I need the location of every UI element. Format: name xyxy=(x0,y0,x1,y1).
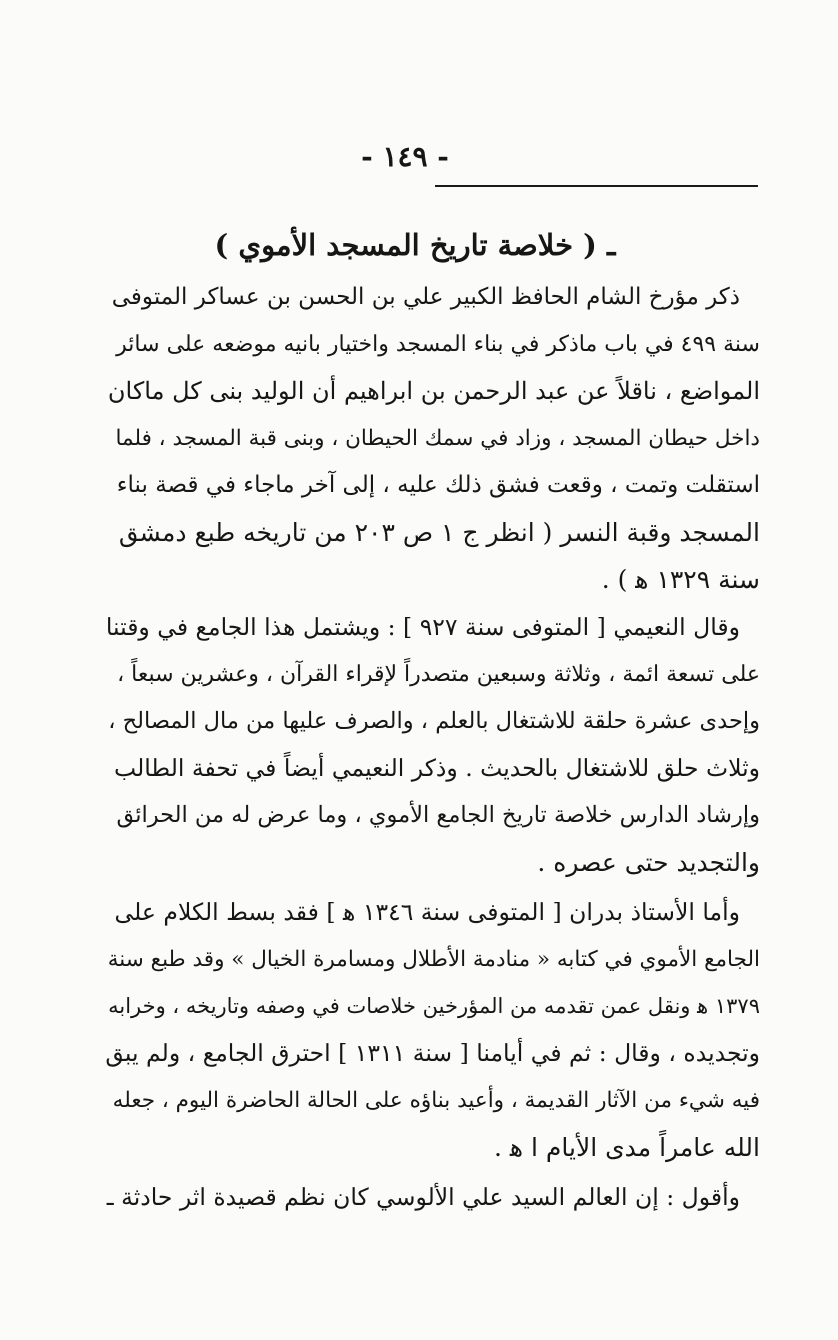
paragraph-nuaimi xyxy=(105,604,760,886)
paragraph-line: وقال النعيمي [ المتوفى سنة ٩٢٧ ] : ويشتمل هذا الجامع في وقتنا xyxy=(105,613,740,641)
paragraph-line: سنة ٤٩٩ في باب ماذكر في بناء المسجد واختيار بانيه موضعه على سائر xyxy=(116,332,760,357)
header-rule xyxy=(435,185,758,187)
page-number: - ١٤٩ - xyxy=(361,140,449,173)
paragraph-line: ذكر مؤرخ الشام الحافظ الكبير علي بن الحسن بن عساكر المتوفى xyxy=(111,284,740,310)
paragraph-line: والتجديد حتى عصره . xyxy=(537,848,760,877)
paragraph-line: وإحدى عشرة حلقة للاشتغال بالعلم ، والصرف عليها من مال المصالح ، xyxy=(108,708,760,734)
paragraph-line: وأما الأستاذ بدران [ المتوفى سنة ١٣٤٦ ﻫ ] فقد بسط الكلام على xyxy=(114,898,740,926)
paragraph-line: فيه شيء من الآثار القديمة ، وأعيد بناؤه على الحالة الحاضرة اليوم ، جعله xyxy=(112,1088,760,1113)
paragraph-line: استقلت وتمت ، وقعت فشق ذلك عليه ، إلى آخر ماجاء في قصة بناء xyxy=(116,472,760,498)
paragraph-ibn-asakir xyxy=(105,274,760,603)
paragraph-line: المواضع ، ناقلاً عن عبد الرحمن بن ابراهيم أن الوليد بنى كل ماكان xyxy=(107,377,760,405)
paragraph-line: الجامع الأموي في كتابه « منادمة الأطلال ومسامرة الخيال » وقد طبع سنة xyxy=(107,947,760,972)
paragraph-line: وتجديده ، وقال : ثم في أيامنا [ سنة ١٣١١ ] احترق الجامع ، ولم يبق xyxy=(105,1039,760,1067)
paragraph-line: سنة ١٣٢٩ ﻫ ) . xyxy=(601,565,760,594)
paragraph-badran xyxy=(105,889,760,1171)
paragraph-line: وإرشاد الدارس خلاصة تاريخ الجامع الأموي ، وما عرض له من الحرائق xyxy=(116,802,760,828)
paragraph-line: ١٣٧٩ ﻫ ونقل عمن تقدمه من المؤرخين خلاصات في وصفه وتاريخه ، وخرابه xyxy=(108,994,760,1018)
paragraph-line: المسجد وقبة النسر ( انظر ج ١ ص ٢٠٣ من تاريخه طبع دمشق xyxy=(118,518,760,547)
paragraph-line: على تسعة ائمة ، وثلاثة وسبعين متصدراً لإقراء القرآن ، وعشرين سبعاً ، xyxy=(117,662,760,687)
paragraph-line: وأقول : إن العالم السيد علي الألوسي كان نظم قصيدة اثر حادثة ـ xyxy=(106,1183,740,1211)
paragraph-alusi xyxy=(105,1174,760,1221)
paragraph-line: داخل حيطان المسجد ، وزاد في سمك الحيطان ، وبنى قبة المسجد ، فلما xyxy=(115,426,760,451)
paragraph-line: الله عامراً مدى الأيام ا ﻫ . xyxy=(493,1133,760,1162)
section-title: ـ ( خلاصة تاريخ المسجد الأموي ) xyxy=(214,228,616,262)
paragraph-line: وثلاث حلق للاشتغال بالحديث . وذكر النعيمي أيضاً في تحفة الطالب xyxy=(114,754,760,782)
